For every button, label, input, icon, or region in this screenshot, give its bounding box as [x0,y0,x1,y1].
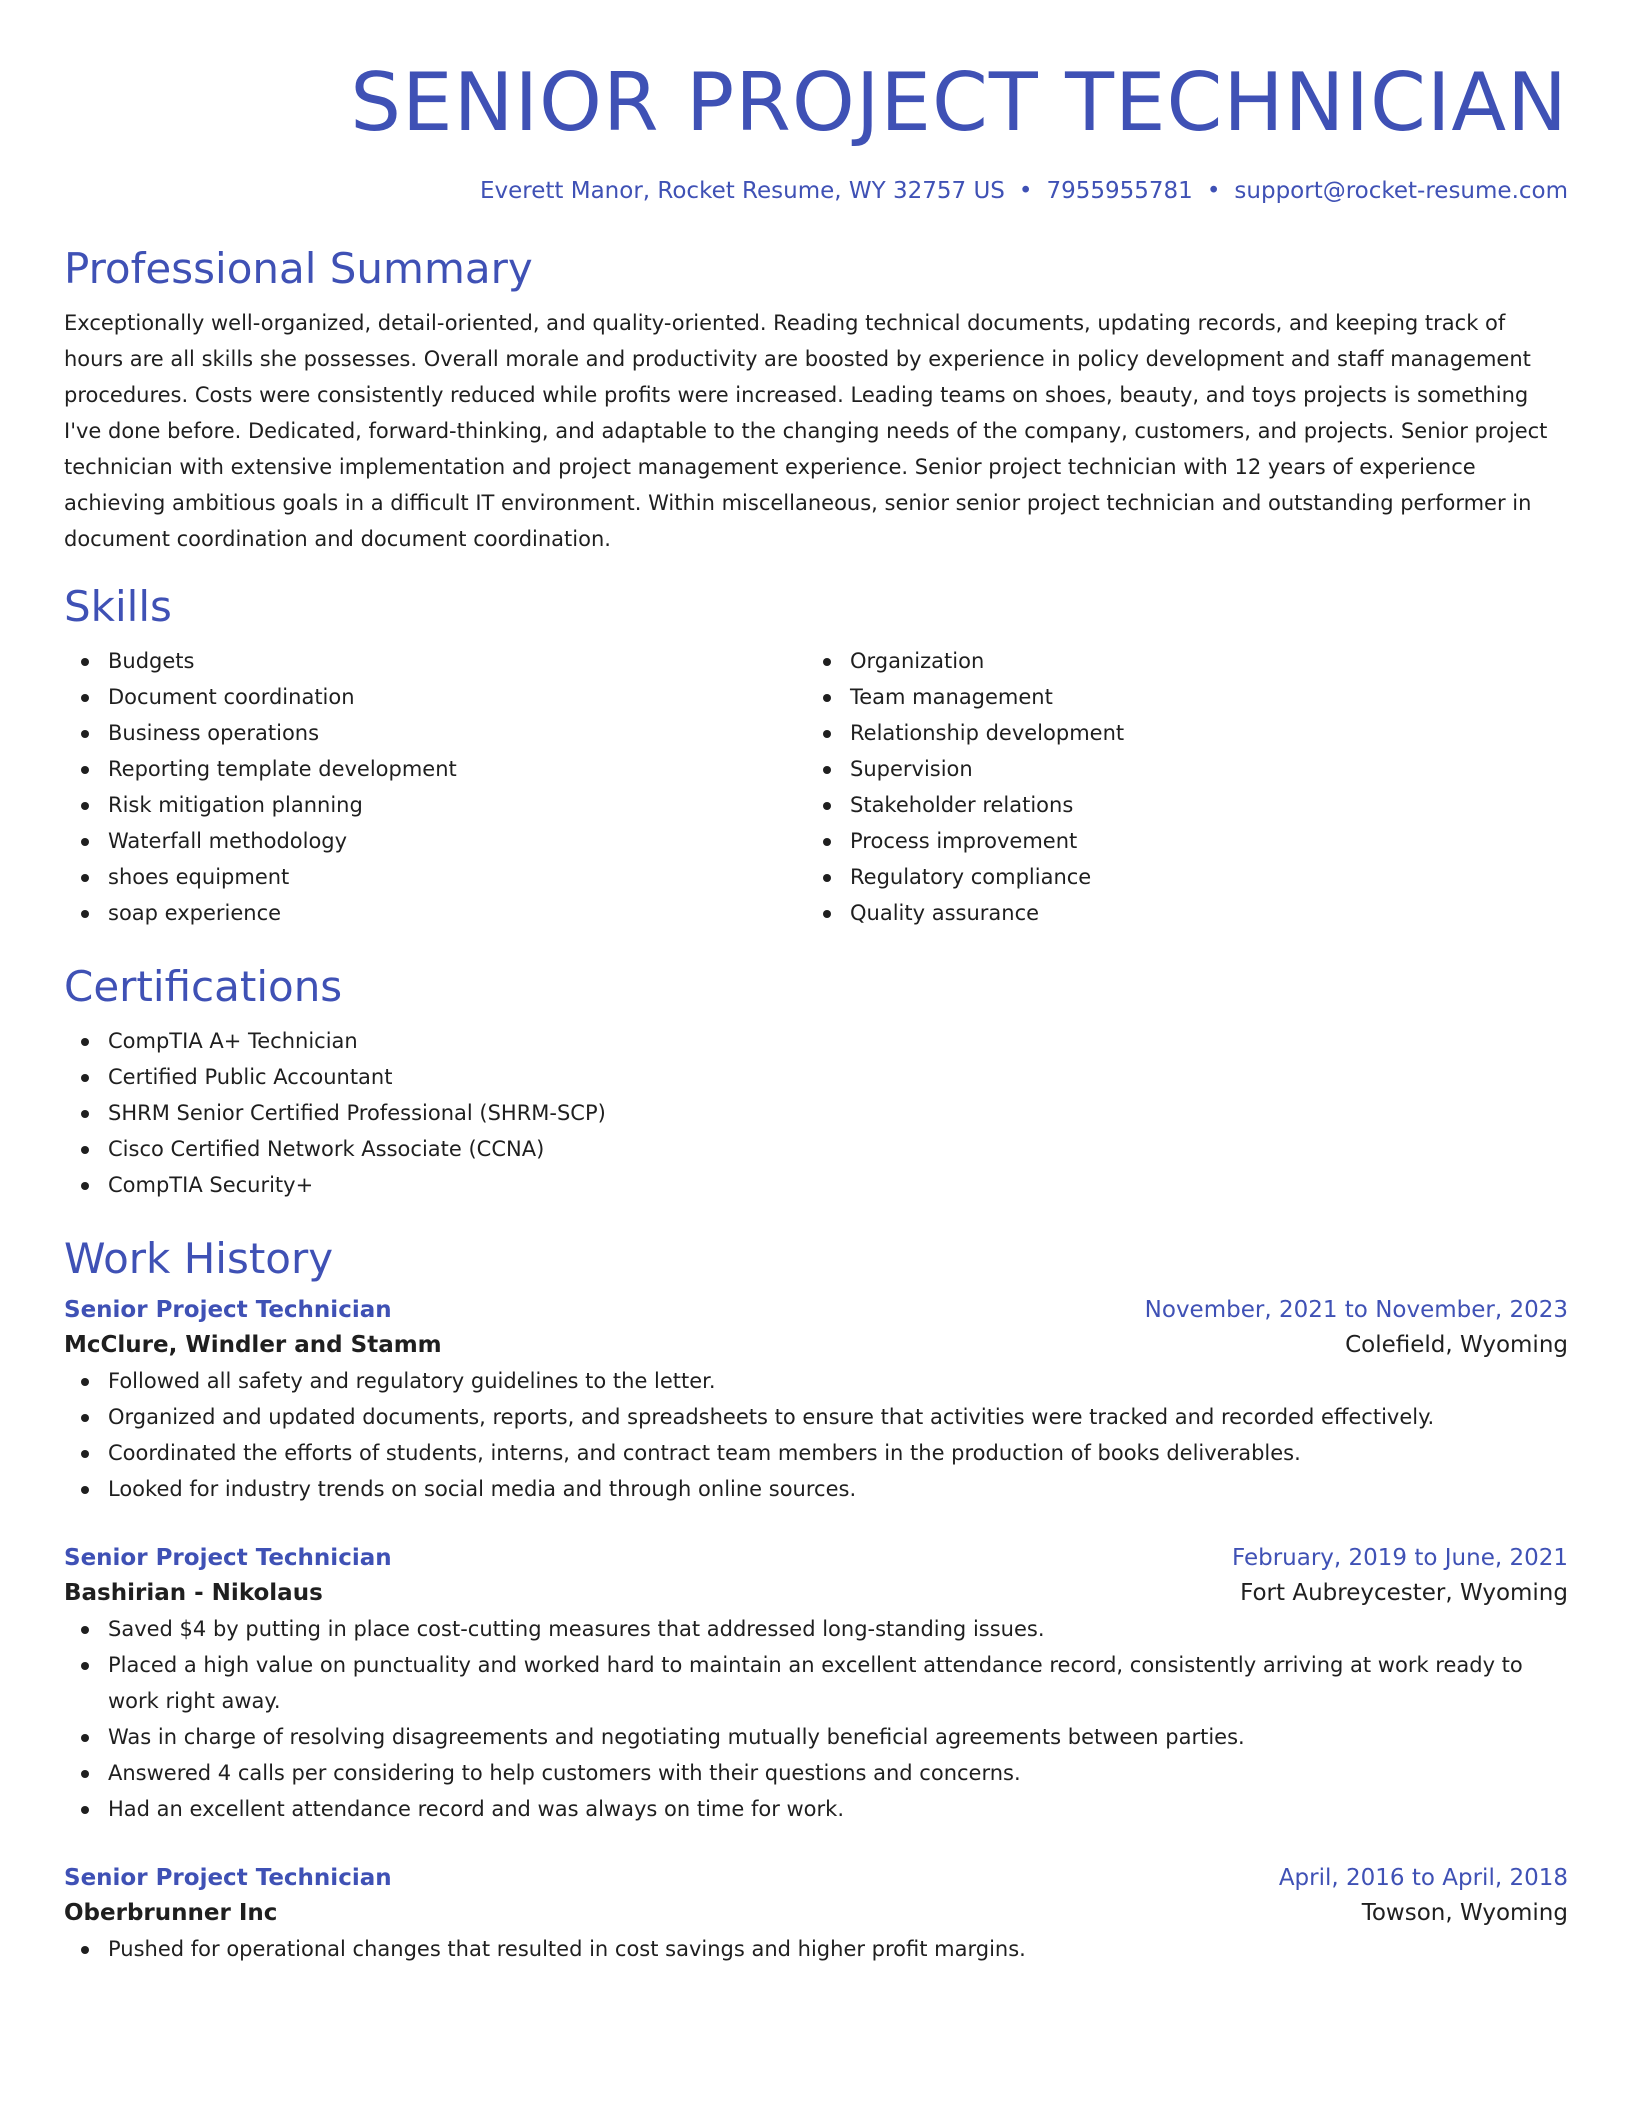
job-bullets [64,1363,1568,1507]
skill-item: Supervision [806,751,1548,787]
resume-page [64,0,1568,1967]
skill-item: Waterfall methodology [64,823,806,859]
job-dates: November, 2021 to November, 2023 [1144,1297,1568,1323]
certification-item: CompTIA A+ Technician [64,1023,1568,1059]
skills-heading: Skills [64,582,172,631]
job-entry [64,1541,1568,1827]
certification-item: SHRM Senior Certified Professional (SHRM-SCP) [64,1095,1568,1131]
job-bullet: Coordinated the efforts of students, interns, and contract team members in the production of books deliverables. [64,1435,1568,1471]
skills-list-left [64,643,806,931]
skills-list-right [806,643,1548,931]
job-subheader [64,1895,1568,1931]
job-title: Senior Project Technician [64,1545,392,1571]
job-header [64,1541,1568,1575]
job-location: Colefield, Wyoming [1345,1332,1568,1358]
job-header [64,1861,1568,1895]
skill-item: shoes equipment [64,859,806,895]
job-bullets [64,1931,1568,1967]
job-subheader [64,1575,1568,1611]
skill-item: Stakeholder relations [806,787,1548,823]
skill-item: Business operations [64,715,806,751]
job-entry [64,1861,1568,1967]
contact-phone: 7955955781 [1046,178,1193,204]
job-company: Bashirian - Nikolaus [64,1580,323,1606]
contact-separator: • [1018,178,1033,204]
skill-item: Organization [806,643,1548,679]
certification-item: Cisco Certified Network Associate (CCNA) [64,1131,1568,1167]
certifications-heading: Certifications [64,962,343,1011]
summary-heading: Professional Summary [64,244,533,293]
skill-item: Process improvement [806,823,1548,859]
contact-separator: • [1206,178,1221,204]
job-location: Fort Aubreycester, Wyoming [1240,1580,1568,1606]
work-history-heading: Work History [64,1234,334,1283]
skill-item: Document coordination [64,679,806,715]
job-title: Senior Project Technician [64,1297,392,1323]
certifications-list [64,1023,1568,1203]
resume-title: SENIOR PROJECT TECHNICIAN [350,56,1568,149]
job-title: Senior Project Technician [64,1865,392,1891]
job-company: McClure, Windler and Stamm [64,1332,442,1358]
job-bullet: Answered 4 calls per considering to help customers with their questions and concerns. [64,1755,1568,1791]
skill-item: Regulatory compliance [806,859,1548,895]
skill-item: Relationship development [806,715,1548,751]
skill-item: Team management [806,679,1548,715]
job-subheader [64,1327,1568,1363]
contact-line [64,175,1568,207]
job-company: Oberbrunner Inc [64,1900,278,1926]
skill-item: Budgets [64,643,806,679]
job-bullets [64,1611,1568,1827]
job-bullet: Had an excellent attendance record and was always on time for work. [64,1791,1568,1827]
job-bullet: Organized and updated documents, reports, and spreadsheets to ensure that activities were tracked and recorded effectively. [64,1399,1568,1435]
job-entry [64,1293,1568,1507]
certification-item: Certified Public Accountant [64,1059,1568,1095]
skill-item: Reporting template development [64,751,806,787]
job-bullet: Pushed for operational changes that resulted in cost savings and higher profit margins. [64,1931,1568,1967]
summary-text: Exceptionally well-organized, detail-oriented, and quality-oriented. Reading technical documents, updating records, and keeping track of hours are all skills she possesses. Overall morale and productivity are boosted by experience in policy development and staff management procedures. Costs were consistently reduced while profits were increased. Leading teams on shoes, beauty, and toys projects is something I've done before. Dedicated, forward-thinking, and adaptable to the changing needs of the company, customers, and projects. Senior project technician with extensive implementation and project management experience. Senior project technician with 12 years of experience achieving ambitious goals in a difficult IT environment. Within miscellaneous, senior senior project technician and outstanding performer in document coordination and document coordination. [64,311,1548,551]
job-bullet: Saved $4 by putting in place cost-cutting measures that addressed long-standing issues. [64,1611,1568,1647]
skill-item: Risk mitigation planning [64,787,806,823]
skills-columns [64,643,1568,931]
skill-item: Quality assurance [806,895,1548,931]
contact-email[interactable]: support@rocket-resume.com [1234,178,1568,204]
skill-item: soap experience [64,895,806,931]
job-dates: April, 2016 to April, 2018 [1278,1865,1568,1891]
job-dates: February, 2019 to June, 2021 [1231,1545,1568,1571]
job-bullet: Looked for industry trends on social media and through online sources. [64,1471,1568,1507]
certification-item: CompTIA Security+ [64,1167,1568,1203]
job-header [64,1293,1568,1327]
job-bullet: Followed all safety and regulatory guidelines to the letter. [64,1363,1568,1399]
contact-address: Everett Manor, Rocket Resume, WY 32757 US [480,178,1005,204]
job-bullet: Was in charge of resolving disagreements and negotiating mutually beneficial agreements between parties. [64,1719,1568,1755]
job-location: Towson, Wyoming [1361,1900,1568,1926]
job-bullet: Placed a high value on punctuality and worked hard to maintain an excellent attendance record, consistently arriving at work ready to work right away. [64,1647,1568,1719]
